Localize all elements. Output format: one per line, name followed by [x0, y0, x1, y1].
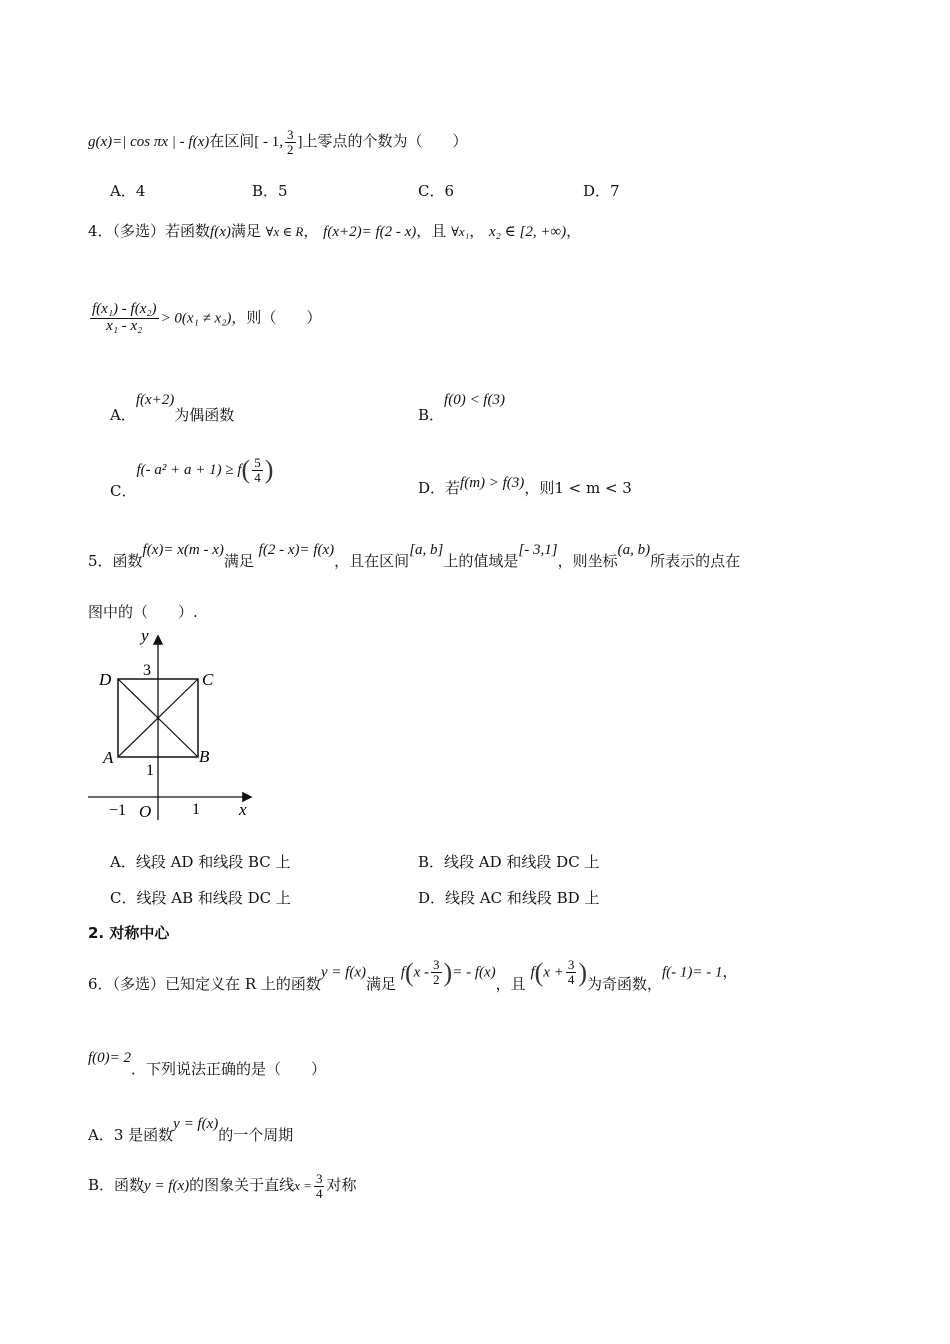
- q3-interval-den: 2: [287, 141, 294, 157]
- point-d-label: D: [99, 670, 112, 689]
- q6-odd-den: 4: [567, 972, 575, 988]
- q5-fx: f(x)= x(m - x): [142, 542, 224, 558]
- q6-optB-mid: 的图象关于直线: [189, 1176, 295, 1195]
- q4-difference-quotient: [90, 302, 159, 335]
- q3-interval-left: [ - 1,: [254, 134, 284, 151]
- q6-optA-expr: y = f(x): [173, 1116, 219, 1132]
- q4-frac-num: f(x₁) - f(x₂): [92, 301, 157, 317]
- q6-optB-fraction: [314, 1172, 325, 1200]
- q6-optB-x: x =: [294, 1178, 312, 1194]
- q4-condition: f(x+2)= f(2 - x): [323, 224, 417, 240]
- point-a-label: A: [103, 748, 114, 767]
- q3-option-d[interactable]: D．7: [583, 182, 620, 200]
- q6-odd-inner: x +: [543, 964, 564, 981]
- q4-option-c[interactable]: [110, 454, 274, 500]
- q3-interval-right: ]: [297, 134, 303, 151]
- q6-line2-text: ．下列说法正确的是（ ）: [131, 1060, 327, 1078]
- q3-text-interval: 在区间: [209, 132, 255, 151]
- q6-odd-paren-right: ): [578, 958, 587, 987]
- q5-option-a[interactable]: A．线段 AD 和线段 BC 上: [110, 853, 291, 871]
- q6-optA-post: 的一个周期: [218, 1126, 294, 1144]
- q6-optB-num: 3: [315, 1171, 323, 1186]
- q6-tail-comma: ，: [722, 962, 738, 981]
- q4-text-and: ，且: [416, 222, 447, 240]
- q4-forall-x1: ∀x₁: [451, 224, 470, 239]
- q4-option-d[interactable]: [418, 477, 632, 498]
- q4-optA-text: 为偶函数: [174, 406, 235, 424]
- q3-function: g(x)=| cos πx | - f(x): [88, 134, 210, 151]
- tick-neg1: −1: [109, 802, 127, 819]
- q5-interval: [a, b]: [409, 542, 444, 558]
- q5-text-tail: 所表示的点在: [650, 552, 741, 570]
- q6-cond-f: f: [400, 964, 405, 981]
- q6-odd-text: 为奇函数，: [587, 974, 663, 993]
- q4-frac-den: x₁ - x₂: [106, 317, 143, 334]
- q6-optA-pre: A．3 是函数: [88, 1126, 174, 1144]
- q4-option-a[interactable]: [110, 388, 235, 424]
- q6-text-satisfy: 满足: [366, 974, 397, 993]
- point-c-label: C: [202, 670, 214, 689]
- q6-optB-post: 对称: [326, 1176, 357, 1195]
- q4-optA-label: A．: [110, 406, 136, 424]
- q6-number: 6．（多选）已知定义在 R 上的函数: [88, 974, 321, 993]
- q6-fx: y = f(x): [320, 964, 366, 981]
- q4-text-satisfy: 满足: [230, 222, 261, 240]
- tick-3: 3: [143, 662, 151, 679]
- q5-option-b[interactable]: B．线段 AD 和线段 DC 上: [418, 853, 600, 871]
- q5-option-d[interactable]: D．线段 AC 和线段 BD 上: [418, 889, 600, 907]
- q4-option-b[interactable]: [418, 388, 505, 424]
- q4-forall: ∀x ∈ R: [265, 224, 304, 239]
- q5-text-coord: ，则坐标: [557, 552, 618, 570]
- q5-text-interval: ，且在区间: [334, 552, 410, 570]
- q6-cond-right: = - f(x): [452, 964, 496, 981]
- q4-optC-paren-left: (: [241, 455, 251, 484]
- origin-label: O: [139, 802, 152, 821]
- q4-optA-expr: f(x+2): [135, 392, 175, 408]
- q6-cond-paren-right: ): [443, 958, 453, 987]
- q4-optC-label: C．: [110, 482, 137, 500]
- tick-1-y: 1: [146, 762, 154, 779]
- q4-frac-tail: > 0(x₁ ≠ x₂): [160, 310, 232, 327]
- q5-condition: f(2 - x)= f(x): [258, 542, 335, 558]
- q6-cond-num: 3: [433, 957, 440, 973]
- y-axis-label: y: [141, 626, 149, 645]
- section-title: 2. 对称中心: [88, 924, 170, 942]
- q4-optC-den: 4: [254, 469, 261, 485]
- q5-stem-line2: 图中的（ ）.: [88, 603, 198, 621]
- q5-stem-line1: [88, 540, 741, 570]
- q6-cond-fraction: [431, 958, 442, 986]
- q4-optD-expr: f(m) > f(3): [460, 475, 525, 491]
- q4-stem-line1: 4．（多选）若函数f(x)满足 ∀x ∈ R， f(x+2)= f(2 - x)，且 ∀x₁， x₂ ∈ [2, +∞)，: [88, 222, 582, 240]
- q6-f-neg1: f(- 1)= - 1: [662, 964, 723, 981]
- q4-optC-fraction: [252, 456, 263, 484]
- q6-cond-inner: x -: [413, 964, 430, 981]
- q6-stem-line1: [88, 957, 738, 993]
- q5-option-c[interactable]: C．线段 AB 和线段 DC 上: [110, 889, 291, 907]
- q6-cond-paren-left: (: [404, 958, 414, 987]
- q4-optB-label: B．: [418, 406, 445, 424]
- q6-odd-num: 3: [567, 957, 575, 973]
- q3-option-a[interactable]: A．4: [110, 182, 146, 200]
- q4-then: ，则（ ）: [231, 308, 322, 327]
- q4-x2-range: x₂ ∈ [2, +∞): [489, 224, 567, 240]
- q6-odd-paren-left: (: [534, 958, 544, 987]
- q4-optD-text: ，则1 < m < 3: [524, 479, 632, 497]
- point-b-label: B: [199, 747, 210, 766]
- q6-optB-expr: y = f(x): [144, 1178, 190, 1195]
- q4-comma: ，: [303, 222, 319, 240]
- q6-option-a[interactable]: [88, 1112, 294, 1144]
- q5-range: [- 3,1]: [518, 542, 558, 558]
- q5-text-satisfy: 满足: [223, 552, 254, 570]
- q6-odd-f: f: [530, 964, 535, 981]
- q5-number: 5．函数: [88, 552, 143, 570]
- q6-text-and: ，且: [495, 974, 526, 993]
- q3-option-b[interactable]: B．5: [252, 182, 288, 200]
- q4-optB-expr: f(0) < f(3): [444, 392, 505, 408]
- q6-option-b[interactable]: [88, 1172, 356, 1200]
- q5-point: (a, b): [617, 542, 651, 558]
- q4-optD-label: D．若: [418, 479, 461, 497]
- q6-optB-pre: B．函数: [88, 1176, 145, 1195]
- q6-f0: f(0)= 2: [88, 1050, 132, 1066]
- q3-interval-num: 3: [287, 127, 294, 142]
- q5-figure: [85, 625, 265, 825]
- q6-odd-fraction: [566, 958, 577, 986]
- x-axis-label: x: [239, 800, 247, 819]
- tick-1-x: 1: [192, 801, 200, 818]
- q4-stem-line2: [88, 302, 321, 335]
- q5-text-range: 上的值域是: [443, 552, 519, 570]
- q3-stem: [88, 128, 468, 156]
- q6-cond-den: 2: [433, 972, 440, 988]
- q6-optB-den: 4: [315, 1185, 323, 1201]
- q3-interval-fraction: [285, 128, 296, 156]
- q4-tail-comma: ，: [566, 222, 582, 240]
- q3-text-tail: 上零点的个数为（ ）: [302, 132, 468, 151]
- q4-optC-expr: f(- a² + a + 1) ≥ f: [136, 462, 242, 478]
- q6-stem-line2: [88, 1048, 327, 1078]
- q4-optC-num: 5: [254, 454, 261, 470]
- q3-option-c[interactable]: C．6: [418, 182, 455, 200]
- q4-optC-paren-right: ): [264, 455, 274, 484]
- q4-fx: f(x): [210, 224, 231, 240]
- q4-number: 4．（多选）若函数: [88, 222, 211, 240]
